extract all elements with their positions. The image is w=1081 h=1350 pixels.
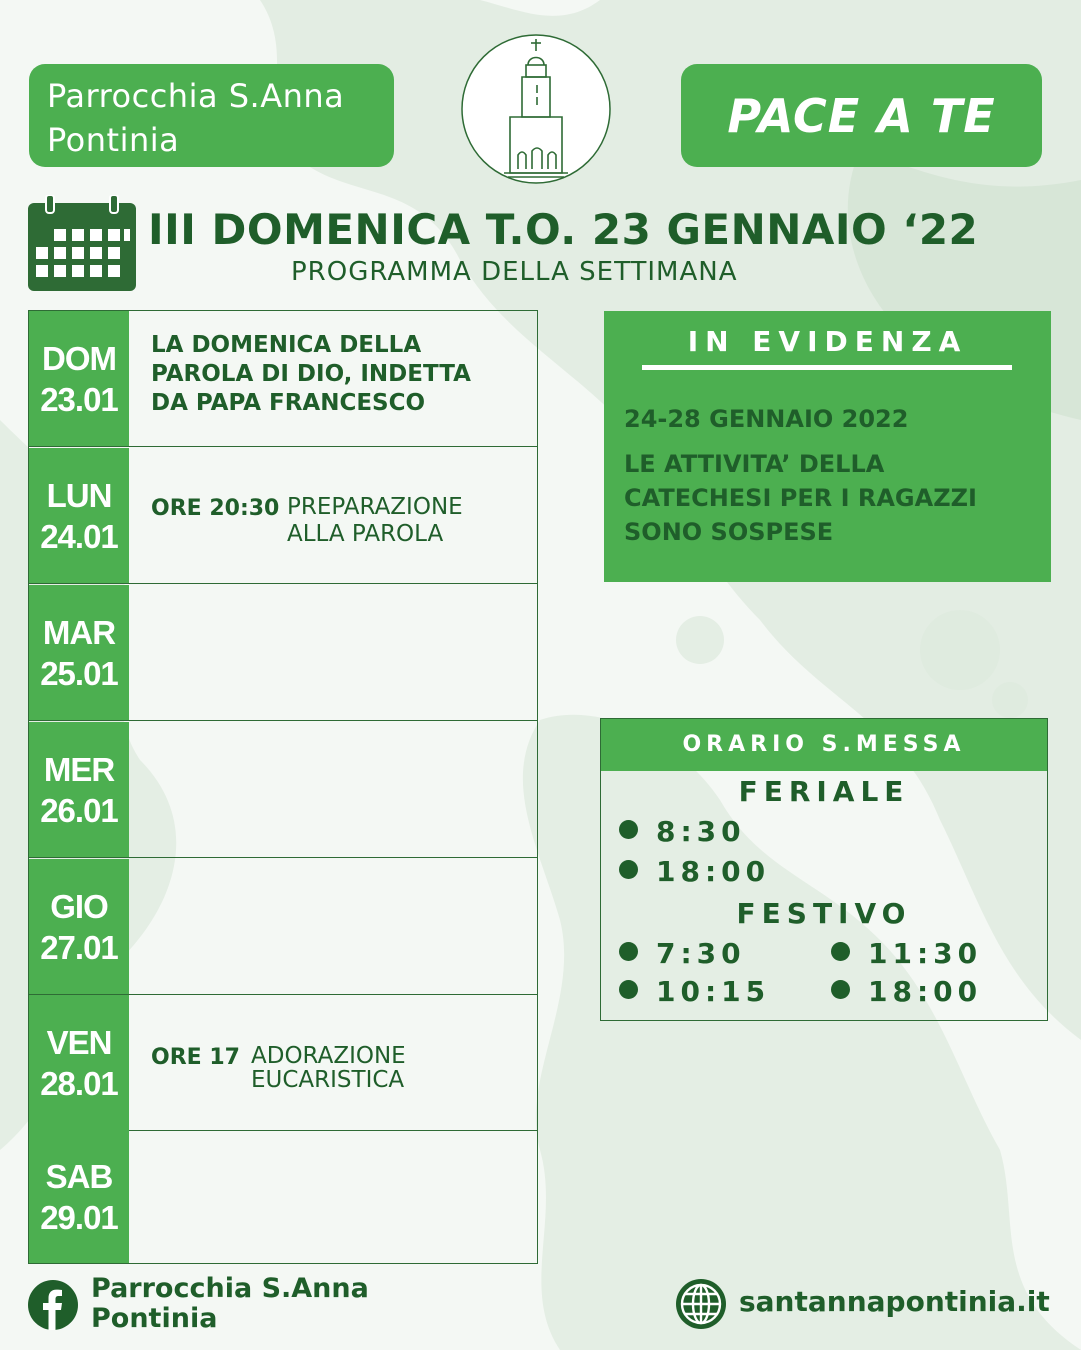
day-label (29, 859, 129, 994)
event-desc-line2: ALLA PAROLA (287, 521, 444, 547)
mass-times-title: ORARIO S.MESSA (601, 719, 1047, 771)
highlight-box (604, 311, 1051, 582)
day-name: GIO (50, 887, 108, 925)
globe-icon[interactable] (676, 1279, 726, 1329)
day-date: 23.01 (40, 380, 118, 418)
event-desc-line1: PREPARAZIONE (287, 494, 463, 520)
church-logo-icon (460, 33, 612, 185)
time-value: 8:30 (656, 815, 746, 848)
weekly-schedule (28, 310, 538, 1264)
parish-name-line2: Pontinia (47, 121, 180, 159)
event-line: PAROLA DI DIO, INDETTA (151, 361, 471, 387)
holiday-time (831, 937, 982, 970)
day-name: MER (43, 750, 115, 788)
day-date: 25.01 (40, 654, 118, 692)
weekday-label: FERIALE (738, 775, 910, 808)
page-title: III DOMENICA T.O. 23 GENNAIO ‘22 (148, 205, 979, 254)
footer-parish-line1: Parrocchia S.Anna (91, 1273, 369, 1304)
highlight-line: CATECHESI PER I RAGAZZI (624, 484, 977, 512)
time-value: 18:00 (868, 975, 983, 1008)
schedule-row-gio (29, 859, 537, 995)
facebook-icon[interactable] (28, 1280, 78, 1330)
day-label (29, 1130, 129, 1263)
holiday-label: FESTIVO (736, 897, 912, 930)
day-label (29, 311, 129, 446)
event-desc-line1: ADORAZIONE (251, 1043, 406, 1069)
day-name: SAB (45, 1157, 113, 1195)
holiday-time (619, 975, 770, 1008)
event-line: LA DOMENICA DELLA (151, 332, 422, 358)
weekday-time (619, 815, 746, 848)
mass-times-box (600, 718, 1048, 1021)
time-value: 7:30 (656, 937, 746, 970)
bullet-icon (831, 980, 850, 999)
holiday-time (831, 975, 982, 1008)
time-value: 11:30 (868, 937, 983, 970)
event-desc-line2: EUCARISTICA (251, 1067, 405, 1093)
day-label (29, 995, 129, 1130)
bullet-icon (619, 942, 638, 961)
motto-box (681, 64, 1042, 167)
event-time: ORE 17 (151, 1045, 240, 1070)
day-name: MAR (42, 613, 116, 651)
highlight-line: LE ATTIVITA’ DELLA (624, 450, 885, 478)
bullet-icon (619, 980, 638, 999)
schedule-row-dom (29, 311, 537, 447)
highlight-title: IN EVIDENZA (687, 325, 968, 358)
day-date: 28.01 (40, 1064, 118, 1102)
schedule-row-lun (29, 448, 537, 584)
highlight-text (624, 447, 1044, 549)
bullet-icon (831, 942, 850, 961)
day-name: DOM (42, 339, 116, 377)
calendar-icon (28, 195, 136, 291)
schedule-row-mer (29, 722, 537, 858)
bullet-icon (619, 820, 638, 839)
highlight-divider (642, 365, 1012, 370)
day-date: 26.01 (40, 791, 118, 829)
day-name: VEN (46, 1023, 112, 1061)
holiday-time (619, 937, 746, 970)
parish-name-line1: Parrocchia S.Anna (47, 77, 345, 115)
day-date: 27.01 (40, 928, 118, 966)
day-label (29, 448, 129, 583)
page-subtitle: PROGRAMMA DELLA SETTIMANA (291, 257, 738, 287)
footer-parish-line2: Pontinia (91, 1303, 218, 1334)
event-time: ORE 20:30 (151, 496, 280, 521)
highlight-line: SONO SOSPESE (624, 518, 834, 546)
day-label (29, 585, 129, 720)
time-value: 10:15 (656, 975, 771, 1008)
day-label (29, 722, 129, 857)
bullet-icon (619, 860, 638, 879)
parish-name-box (29, 64, 394, 167)
event-line: DA PAPA FRANCESCO (151, 390, 426, 416)
footer-parish-link[interactable] (91, 1274, 369, 1334)
day-name: LUN (46, 476, 112, 514)
time-value: 18:00 (656, 855, 771, 888)
day-date: 24.01 (40, 517, 118, 555)
motto: PACE A TE (727, 88, 996, 143)
highlight-date: 24-28 GENNAIO 2022 (624, 405, 909, 433)
schedule-row-mar (29, 585, 537, 721)
weekday-time (619, 855, 770, 888)
day-date: 29.01 (40, 1198, 118, 1236)
event-text (151, 331, 471, 418)
schedule-row-sab (29, 1130, 537, 1263)
schedule-row-ven (29, 995, 537, 1131)
website-link[interactable]: santannapontinia.it (739, 1285, 1050, 1318)
